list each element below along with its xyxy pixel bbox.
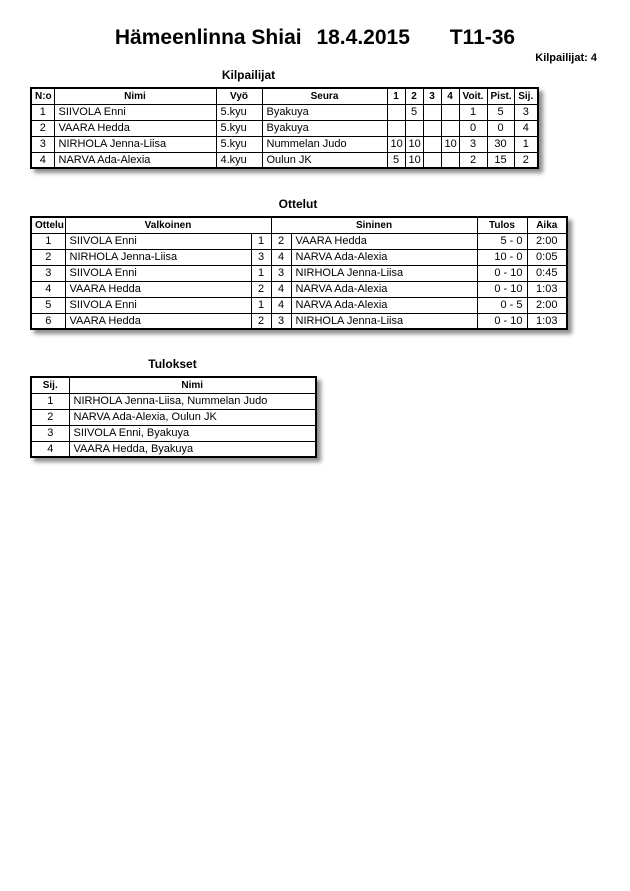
- col-header-vyo: Vyö: [216, 88, 262, 104]
- cell-voit: 3: [459, 136, 487, 152]
- cell-ottelu-nro: 2: [31, 249, 65, 265]
- col-header-tulos: Tulos: [477, 217, 527, 233]
- ottelut-row: [31, 265, 567, 281]
- cell-sininen-nimi: NIRHOLA Jenna-Liisa: [291, 313, 477, 329]
- kilpailijat-section: [30, 68, 537, 169]
- cell-no: 2: [31, 120, 54, 136]
- cell-sininen-nimi: NARVA Ada-Alexia: [291, 297, 477, 313]
- cell-sij: 2: [514, 152, 538, 168]
- col-header-sij: Sij.: [514, 88, 538, 104]
- kilpailijat-row: [31, 136, 538, 152]
- ottelut-row: [31, 313, 567, 329]
- cell-valkoinen-nimi: NIRHOLA Jenna-Liisa: [65, 249, 251, 265]
- cell-tulos: 0 - 10: [477, 281, 527, 297]
- cell-nimi: NIRHOLA Jenna-Liisa: [54, 136, 216, 152]
- cell-aika: 2:00: [527, 233, 567, 249]
- cell-vyo: 5.kyu: [216, 136, 262, 152]
- cell-match-4: 10: [441, 136, 459, 152]
- cell-match-2: 5: [405, 104, 423, 120]
- col-header-seura: Seura: [262, 88, 387, 104]
- cell-ottelu-nro: 6: [31, 313, 65, 329]
- kilpailijat-row: [31, 152, 538, 168]
- cell-seura: Byakuya: [262, 104, 387, 120]
- cell-match-3: [423, 104, 441, 120]
- ottelut-table: [30, 216, 568, 330]
- cell-match-1: 10: [387, 136, 405, 152]
- cell-nimi: NARVA Ada-Alexia, Oulun JK: [69, 409, 316, 425]
- tulokset-row: [31, 441, 316, 457]
- cell-valkoinen-nro: 2: [251, 313, 271, 329]
- cell-aika: 1:03: [527, 281, 567, 297]
- ottelut-header-row: [31, 217, 567, 233]
- cell-seura: Byakuya: [262, 120, 387, 136]
- col-header-sij: Sij.: [31, 377, 69, 393]
- cell-nimi: SIIVOLA Enni: [54, 104, 216, 120]
- cell-match-2: 10: [405, 152, 423, 168]
- col-header-match-4: 4: [441, 88, 459, 104]
- col-header-sininen: Sininen: [271, 217, 477, 233]
- cell-match-2: [405, 120, 423, 136]
- cell-vyo: 5.kyu: [216, 120, 262, 136]
- cell-sininen-nimi: NIRHOLA Jenna-Liisa: [291, 265, 477, 281]
- cell-sija: 1: [31, 393, 69, 409]
- cell-sininen-nro: 4: [271, 249, 291, 265]
- tulokset-section-title: Tulokset: [148, 357, 197, 371]
- kilpailijat-table: [30, 87, 539, 169]
- cell-match-1: 5: [387, 152, 405, 168]
- col-header-voit: Voit.: [459, 88, 487, 104]
- kilpailijat-section-title: Kilpailijat: [221, 68, 276, 82]
- cell-tulos: 10 - 0: [477, 249, 527, 265]
- cell-voit: 1: [459, 104, 487, 120]
- cell-valkoinen-nimi: SIIVOLA Enni: [65, 233, 251, 249]
- col-header-aika: Aika: [527, 217, 567, 233]
- cell-valkoinen-nro: 1: [251, 265, 271, 281]
- cell-pist: 30: [487, 136, 514, 152]
- col-header-ottelu: Ottelu: [31, 217, 65, 233]
- col-header-valkoinen: Valkoinen: [65, 217, 271, 233]
- tulokset-section: [30, 357, 315, 458]
- tulokset-row: [31, 425, 316, 441]
- cell-vyo: 5.kyu: [216, 104, 262, 120]
- cell-match-2: 10: [405, 136, 423, 152]
- cell-sininen-nro: 3: [271, 265, 291, 281]
- kilpailijat-row: [31, 104, 538, 120]
- cell-aika: 0:45: [527, 265, 567, 281]
- cell-seura: Nummelan Judo: [262, 136, 387, 152]
- cell-nimi: SIIVOLA Enni, Byakuya: [69, 425, 316, 441]
- cell-match-3: [423, 152, 441, 168]
- cell-valkoinen-nro: 1: [251, 233, 271, 249]
- cell-sija: 3: [31, 425, 69, 441]
- tulokset-table: [30, 376, 317, 458]
- ottelut-row: [31, 249, 567, 265]
- col-header-match-2: 2: [405, 88, 423, 104]
- cell-ottelu-nro: 5: [31, 297, 65, 313]
- kilpailijat-row: [31, 120, 538, 136]
- cell-seura: Oulun JK: [262, 152, 387, 168]
- cell-vyo: 4.kyu: [216, 152, 262, 168]
- cell-sininen-nimi: VAARA Hedda: [291, 233, 477, 249]
- cell-valkoinen-nimi: VAARA Hedda: [65, 281, 251, 297]
- ottelut-row: [31, 233, 567, 249]
- cell-sininen-nro: 4: [271, 297, 291, 313]
- cell-match-3: [423, 120, 441, 136]
- col-header-no: N:o: [31, 88, 54, 104]
- cell-match-4: [441, 120, 459, 136]
- cell-sij: 1: [514, 136, 538, 152]
- cell-valkoinen-nimi: SIIVOLA Enni: [65, 297, 251, 313]
- cell-no: 1: [31, 104, 54, 120]
- col-header-pist: Pist.: [487, 88, 514, 104]
- cell-sij: 4: [514, 120, 538, 136]
- cell-ottelu-nro: 1: [31, 233, 65, 249]
- cell-sija: 2: [31, 409, 69, 425]
- cell-sininen-nro: 3: [271, 313, 291, 329]
- page-title: [0, 26, 630, 50]
- cell-ottelu-nro: 4: [31, 281, 65, 297]
- cell-pist: 0: [487, 120, 514, 136]
- cell-match-1: [387, 104, 405, 120]
- cell-voit: 2: [459, 152, 487, 168]
- cell-valkoinen-nro: 2: [251, 281, 271, 297]
- cell-tulos: 0 - 10: [477, 313, 527, 329]
- cell-tulos: 0 - 10: [477, 265, 527, 281]
- cell-nimi: VAARA Hedda, Byakuya: [69, 441, 316, 457]
- col-header-match-3: 3: [423, 88, 441, 104]
- cell-tulos: 0 - 5: [477, 297, 527, 313]
- cell-valkoinen-nro: 3: [251, 249, 271, 265]
- cell-valkoinen-nro: 1: [251, 297, 271, 313]
- cell-nimi: VAARA Hedda: [54, 120, 216, 136]
- cell-no: 3: [31, 136, 54, 152]
- tulokset-row: [31, 409, 316, 425]
- cell-sininen-nimi: NARVA Ada-Alexia: [291, 249, 477, 265]
- col-header-nimi: Nimi: [69, 377, 316, 393]
- cell-aika: 1:03: [527, 313, 567, 329]
- cell-sij: 3: [514, 104, 538, 120]
- event-category: T11-36: [449, 26, 516, 49]
- cell-nimi: NARVA Ada-Alexia: [54, 152, 216, 168]
- event-name: Hämeenlinna Shiai: [114, 26, 302, 49]
- cell-match-3: [423, 136, 441, 152]
- tulokset-header-row: [31, 377, 316, 393]
- cell-ottelu-nro: 3: [31, 265, 65, 281]
- cell-aika: 0:05: [527, 249, 567, 265]
- competitors-count: Kilpailijat: 4: [535, 52, 597, 64]
- event-date: 18.4.2015: [316, 26, 410, 49]
- cell-tulos: 5 - 0: [477, 233, 527, 249]
- ottelut-section: [30, 197, 566, 330]
- cell-no: 4: [31, 152, 54, 168]
- col-header-match-1: 1: [387, 88, 405, 104]
- cell-sija: 4: [31, 441, 69, 457]
- ottelut-row: [31, 281, 567, 297]
- cell-sininen-nimi: NARVA Ada-Alexia: [291, 281, 477, 297]
- col-header-nimi: Nimi: [54, 88, 216, 104]
- cell-nimi: NIRHOLA Jenna-Liisa, Nummelan Judo: [69, 393, 316, 409]
- cell-sininen-nro: 2: [271, 233, 291, 249]
- cell-match-4: [441, 152, 459, 168]
- cell-voit: 0: [459, 120, 487, 136]
- cell-pist: 5: [487, 104, 514, 120]
- ottelut-row: [31, 297, 567, 313]
- cell-aika: 2:00: [527, 297, 567, 313]
- cell-match-4: [441, 104, 459, 120]
- tulokset-row: [31, 393, 316, 409]
- cell-sininen-nro: 4: [271, 281, 291, 297]
- cell-valkoinen-nimi: VAARA Hedda: [65, 313, 251, 329]
- cell-pist: 15: [487, 152, 514, 168]
- kilpailijat-header-row: [31, 88, 538, 104]
- cell-match-1: [387, 120, 405, 136]
- cell-valkoinen-nimi: SIIVOLA Enni: [65, 265, 251, 281]
- ottelut-section-title: Ottelut: [278, 197, 318, 211]
